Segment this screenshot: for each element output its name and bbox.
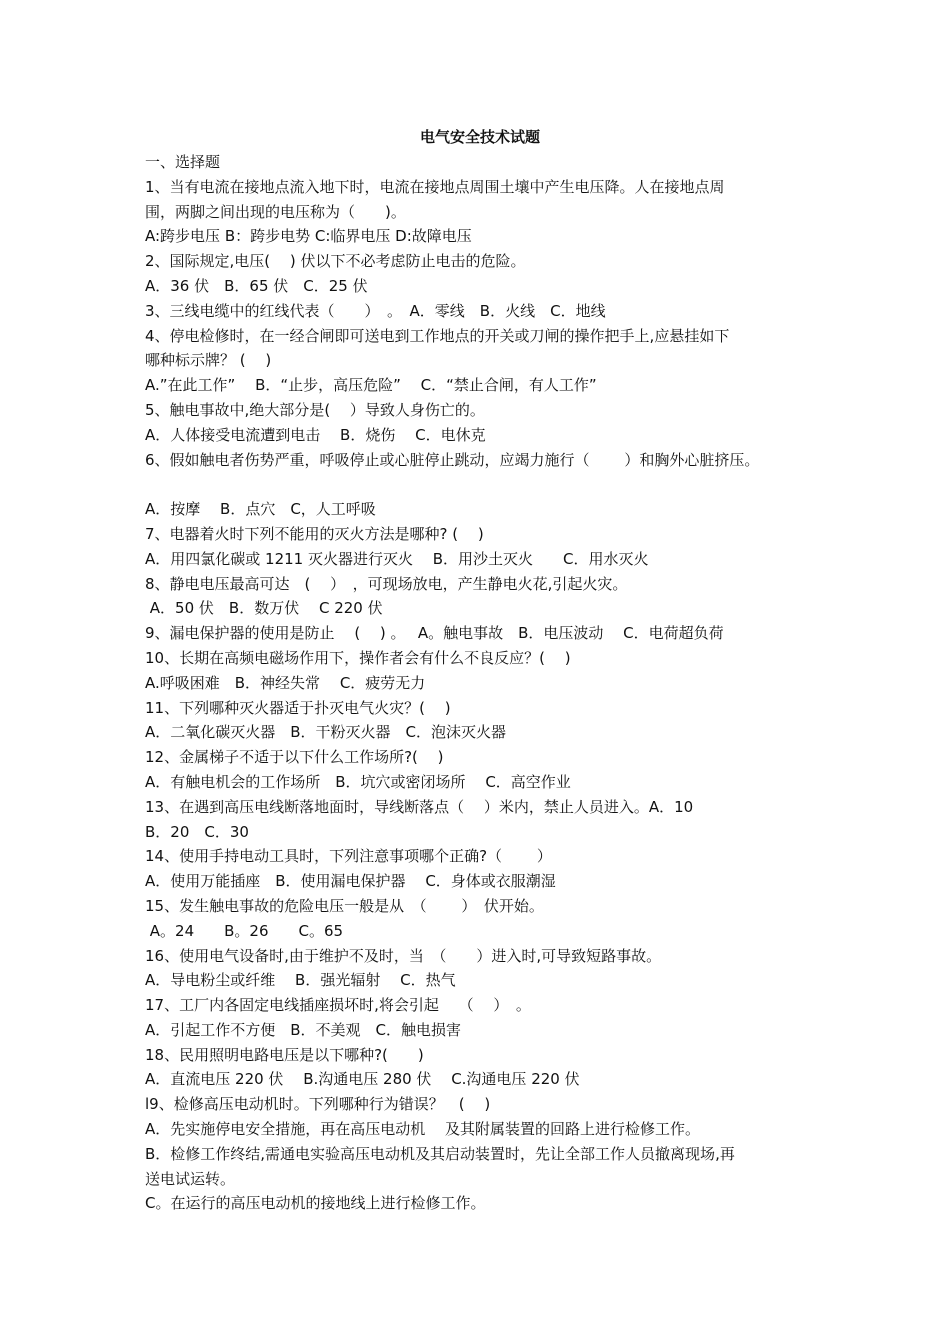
text-line: 14、使用手持电动工具时，下列注意事项哪个正确?（ ） (145, 847, 552, 866)
text-line: A．二氧化碳灭火器 B．干粉灭火器 C．泡沫灭火器 (145, 723, 507, 742)
text-line: 一、选择题 (145, 153, 221, 171)
text-line: 18、民用照明电路电压是以下哪种?( ) (145, 1045, 424, 1064)
text-line: 8、静电电压最高可达 ( ） ，可现场放电，产生静电火花,引起火灾。 (145, 574, 628, 593)
text-line: 围，两脚之间出现的电压称为（ )。 (145, 202, 406, 221)
text-line: A.呼吸困难 B．神经失常 C．疲劳无力 (145, 673, 426, 692)
document-page (145, 125, 825, 1216)
text-line: A．按摩 B．点穴 C，人工呼吸 (145, 500, 376, 519)
text-line: A．36 伏 B．65 伏 C．25 伏 (145, 276, 368, 295)
text-line: 16、使用电气设备时,由于维护不及时，当 （ ）进入时,可导致短路事故。 (145, 946, 662, 965)
text-line: A．有触电机会的工作场所 B．坑穴或密闭场所 C．高空作业 (145, 772, 571, 791)
text-line: 10、长期在高频电磁场作用下，操作者会有什么不良反应？( ) (145, 648, 571, 667)
text-line: 1、当有电流在接地点流入地下时，电流在接地点周围土壤中产生电压降。人在接地点周 (145, 177, 725, 196)
text-line: 6、假如触电者伤势严重，呼吸停止或心脏停止跳动，应竭力施行（ ）和胸外心脏挤压。 (145, 450, 760, 469)
text-line: A．引起工作不方便 B．不美观 C．触电损害 (145, 1020, 462, 1039)
text-line: A。24 B。26 C。65 (145, 921, 344, 940)
text-line: C。在运行的高压电动机的接地线上进行检修工作。 (145, 1194, 486, 1213)
text-line: 9、漏电保护器的使用是防止 ( ) 。 A。触电事故 B．电压波动 C．电荷超负荷 (145, 624, 724, 643)
document-title: 电气安全技术试题 (419, 128, 540, 146)
text-line: A．导电粉尘或纤维 B．强光辐射 C．热气 (145, 971, 456, 990)
text-line: 送电试运转。 (145, 1169, 236, 1188)
text-line: B．检修工作终结,需通电实验高压电动机及其启动装置时，先让全部工作人员撤离现场,再 (145, 1144, 735, 1163)
text-line: 12、金属梯子不适于以下什么工作场所?( ) (145, 748, 444, 767)
text-line: 3、三线电缆中的红线代表（ ） 。 A．零线 B．火线 C．地线 (145, 301, 606, 320)
text-line: A．用四氯化碳或 1211 灭火器进行灭火 B．用沙土灭火 C．用水灭火 (145, 549, 649, 568)
text-line: A．使用万能插座 B．使用漏电保护器 C．身体或衣服潮湿 (145, 872, 556, 891)
text-line: A．人体接受电流遭到电击 B．烧伤 C．电休克 (145, 425, 486, 444)
text-line: A．直流电压 220 伏 B.沟通电压 280 伏 C.沟通电压 220 伏 (145, 1070, 580, 1089)
text-line: 5、触电事故中,绝大部分是( ）导致人身伤亡的。 (145, 400, 485, 419)
text-line: A．先实施停电安全措施，再在高压电动机 及其附属装置的回路上进行检修工作。 (145, 1120, 701, 1139)
text-line: 15、发生触电事故的危险电压一般是从 （ ） 伏开始。 (145, 896, 544, 915)
text-line: 4、停电检修时，在一经合闸即可送电到工作地点的开关或刀闸的操作把手上,应悬挂如下 (145, 326, 730, 345)
text-line: A:跨步电压 B：跨步电势 C:临界电压 D:故障电压 (145, 227, 472, 246)
blank-line (145, 472, 825, 497)
text-line: 哪种标示牌？ ( ) (145, 351, 272, 370)
document-body (145, 150, 825, 1216)
text-line: 2、国际规定,电压( ) 伏以下不必考虑防止电击的危险。 (145, 252, 526, 271)
text-line: 13、在遇到高压电线断落地面时，导线断落点（ ）米内，禁止人员进入。A．10 (145, 797, 694, 816)
text-line: 17、工厂内各固定电线插座损坏时,将会引起 （ ） 。 (145, 996, 531, 1015)
text-line: A．50 伏 B．数万伏 C 220 伏 (145, 599, 383, 618)
text-line: A.”在此工作” B．“止步，高压危险” C．“禁止合闸，有人工作” (145, 376, 597, 395)
text-line: l9、检修高压电动机时。下列哪种行为错误？ ( ) (145, 1095, 491, 1114)
text-line: 7、电器着火时下列不能用的灭火方法是哪种? ( ) (145, 524, 484, 543)
text-line: B．20 C．30 (145, 822, 249, 841)
text-line: 11、下列哪种灭火器适于扑灭电气火灾？( ) (145, 698, 451, 717)
